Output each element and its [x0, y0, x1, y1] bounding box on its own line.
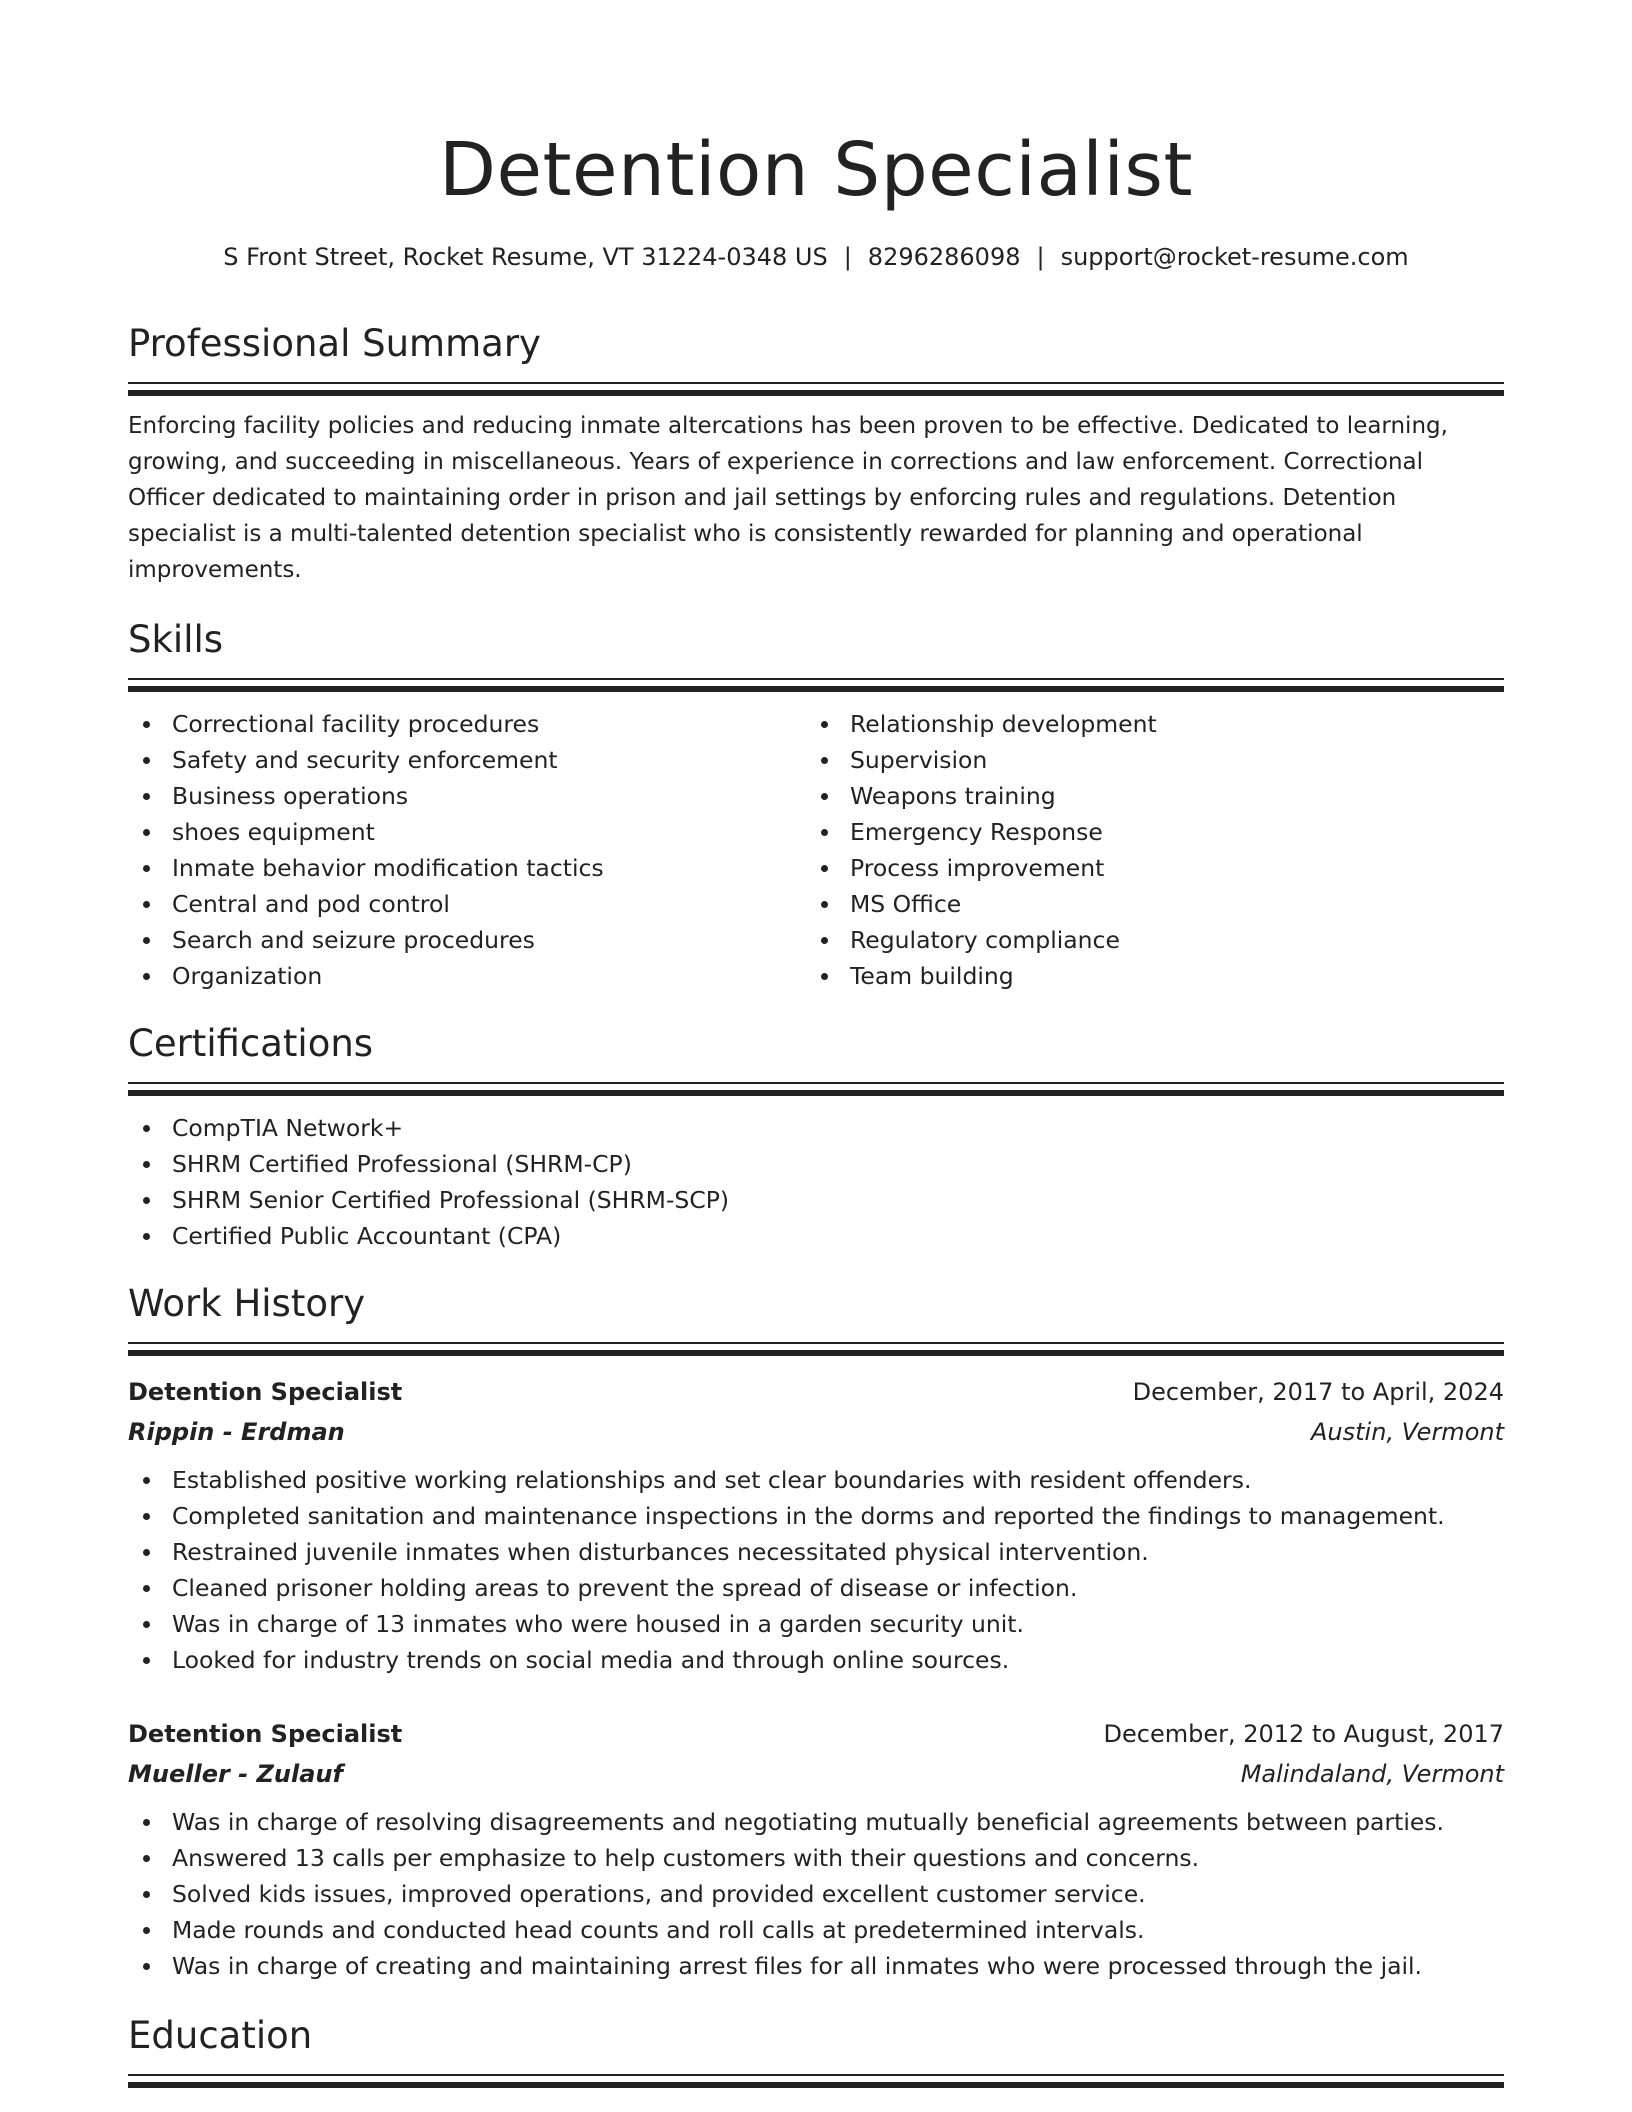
summary-section — [128, 318, 1504, 588]
skill-item: Inmate behavior modification tactics — [128, 850, 806, 886]
job-company: Rippin - Erdman — [128, 1418, 345, 1446]
contact-address: S Front Street, Rocket Resume, VT 31224-0348 US — [223, 243, 828, 271]
skill-item: MS Office — [806, 886, 1484, 922]
skill-item: shoes equipment — [128, 814, 806, 850]
job-duty-item: Solved kids issues, improved operations, and provided excellent customer service. — [128, 1876, 1504, 1912]
work-history-heading: Work History — [128, 1282, 366, 1325]
job-duty-item: Was in charge of creating and maintaining arrest files for all inmates who were processed through the jail. — [128, 1948, 1504, 1984]
skill-item: Weapons training — [806, 778, 1484, 814]
job-entry — [128, 1372, 1504, 1678]
job-duty-item: Answered 13 calls per emphasize to help customers with their questions and concerns. — [128, 1840, 1504, 1876]
job-duty-item: Made rounds and conducted head counts and roll calls at predetermined intervals. — [128, 1912, 1504, 1948]
skill-item: Relationship development — [806, 706, 1484, 742]
skills-column-right — [806, 706, 1484, 994]
skill-item: Search and seizure procedures — [128, 922, 806, 958]
skill-item: Correctional facility procedures — [128, 706, 806, 742]
job-title: Detention Specialist — [128, 1378, 403, 1406]
contact-phone: 8296286098 — [867, 243, 1021, 271]
job-duty-item: Cleaned prisoner holding areas to prevent the spread of disease or infection. — [128, 1570, 1504, 1606]
skill-item: Organization — [128, 958, 806, 994]
skill-item: Regulatory compliance — [806, 922, 1484, 958]
summary-heading: Professional Summary — [128, 322, 541, 365]
job-subheader-row — [128, 1754, 1504, 1794]
resume-title: Detention Specialist — [439, 127, 1193, 213]
section-divider — [128, 2074, 1504, 2090]
education-heading: Education — [128, 2014, 313, 2057]
section-divider — [128, 678, 1504, 694]
job-header-row — [128, 1372, 1504, 1412]
skills-column-left — [128, 706, 806, 994]
certification-item: SHRM Senior Certified Professional (SHRM-SCP) — [128, 1182, 1504, 1218]
skills-section — [128, 614, 1504, 994]
job-title: Detention Specialist — [128, 1720, 403, 1748]
skill-item: Emergency Response — [806, 814, 1484, 850]
skill-item: Safety and security enforcement — [128, 742, 806, 778]
skill-item: Central and pod control — [128, 886, 806, 922]
job-header-row — [128, 1714, 1504, 1754]
skill-item: Supervision — [806, 742, 1484, 778]
skills-list-left — [128, 706, 806, 994]
contact-line — [128, 240, 1504, 274]
certification-item: CompTIA Network+ — [128, 1110, 1504, 1146]
education-section — [128, 2010, 1504, 2090]
job-duty-item: Completed sanitation and maintenance inspections in the dorms and reported the findings to management. — [128, 1498, 1504, 1534]
job-subheader-row — [128, 1412, 1504, 1452]
job-company: Mueller - Zulauf — [128, 1760, 343, 1788]
skill-item: Business operations — [128, 778, 806, 814]
job-duty-item: Restrained juvenile inmates when disturbances necessitated physical intervention. — [128, 1534, 1504, 1570]
job-dates: December, 2012 to August, 2017 — [1103, 1720, 1504, 1748]
job-duty-item: Established positive working relationships and set clear boundaries with resident offenders. — [128, 1462, 1504, 1498]
skill-item: Team building — [806, 958, 1484, 994]
job-dates: December, 2017 to April, 2024 — [1132, 1378, 1504, 1406]
section-divider — [128, 1082, 1504, 1098]
section-divider — [128, 382, 1504, 398]
certifications-list — [128, 1110, 1504, 1254]
certifications-heading: Certifications — [128, 1022, 374, 1065]
skills-grid — [128, 706, 1504, 994]
section-divider — [128, 1342, 1504, 1358]
work-history-section — [128, 1278, 1504, 1984]
contact-separator: | — [843, 243, 852, 271]
job-duty-item: Was in charge of resolving disagreements and negotiating mutually beneficial agreements between parties. — [128, 1804, 1504, 1840]
contact-separator: | — [1036, 243, 1045, 271]
job-duties-list — [128, 1462, 1504, 1678]
certification-item: SHRM Certified Professional (SHRM-CP) — [128, 1146, 1504, 1182]
job-location: Malindaland, Vermont — [1240, 1760, 1504, 1788]
certification-item: Certified Public Accountant (CPA) — [128, 1218, 1504, 1254]
skill-item: Process improvement — [806, 850, 1484, 886]
skills-list-right — [806, 706, 1484, 994]
contact-email: support@rocket-resume.com — [1060, 243, 1409, 271]
job-duties-list — [128, 1804, 1504, 1984]
job-duty-item: Looked for industry trends on social media and through online sources. — [128, 1642, 1504, 1678]
job-location: Austin, Vermont — [1310, 1418, 1504, 1446]
job-entry — [128, 1714, 1504, 1984]
summary-text: Enforcing facility policies and reducing inmate altercations has been proven to be effective. Dedicated to learning, growing, and succeeding in miscellaneous. Years of experience in corrections and law enforcement. Correctional Officer dedicated to maintaining order in prison and jail settings by enforcing rules and regulations. Detention specialist is a multi-talented detention specialist who is consistently rewarded for planning and operational improvements. — [128, 413, 1448, 583]
certifications-section — [128, 1018, 1504, 1254]
skills-heading: Skills — [128, 618, 224, 661]
job-duty-item: Was in charge of 13 inmates who were housed in a garden security unit. — [128, 1606, 1504, 1642]
